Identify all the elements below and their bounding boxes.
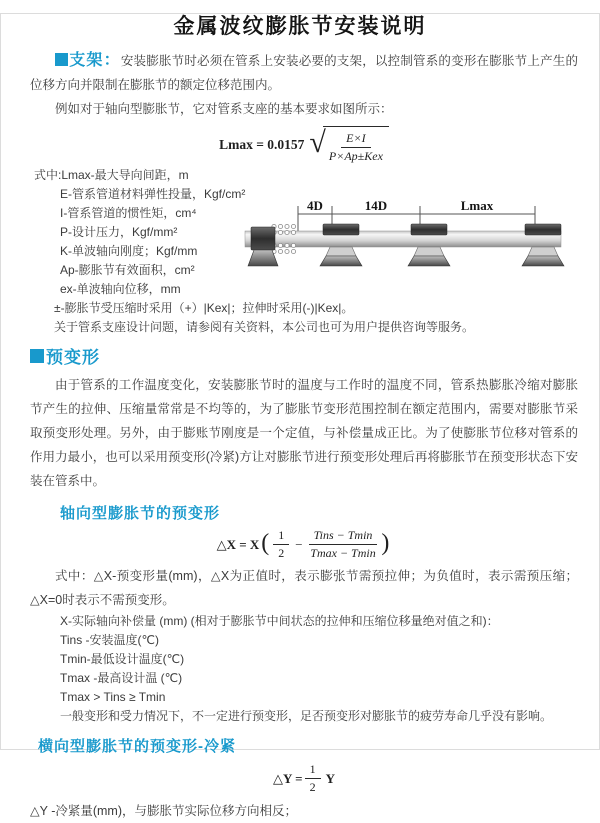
support-section-heading: 支架： [69, 52, 121, 69]
support-intro-paragraph [30, 49, 578, 97]
axial-explain-paragraph: 式中：△X-预变形量(mm)，△X为正值时，表示膨张节需预拉伸；为负值时，表示需预压缩；△X=0时表示不需预变形。 [30, 569, 578, 607]
dim-label-14d: 14D [364, 198, 388, 213]
list-item: 一般变形和受力情况下，不一定进行预变形，足否预变形对膨胀节的疲劳寿命几乎没有影响。 [60, 709, 553, 723]
list-item: Tmax > Tins ≥ Tmin [60, 690, 166, 704]
temperature-fraction [309, 528, 378, 561]
definitions-block [30, 166, 578, 337]
document-page [0, 13, 600, 818]
predeform-paragraph: 由于管系的工作温度变化，安装膨胀节时的温度与工作时的温度不同，管系热膨胀冷缩对膨胀节产生的拉伸、压缩量常常是不均等的，为了膨胀节变形范围控制在额定范围内，需要对膨胀节采取预变形处理。另外，由于膨账节刚度是一个定值，与补偿量成正比。为了使膨胀节位移对管系的作用力最小，也可以采用预变形(冷紧)方让对膨胀节进行预变形处理后再将膨胀节在预变形状态下安装在管系中。 [30, 378, 578, 488]
open-paren: ( [261, 530, 270, 556]
axial-preset-formula [30, 528, 578, 561]
definition-line: P-设计压力，Kgf/mm² [60, 225, 178, 239]
dim-label-lmax: Lmax [460, 198, 494, 213]
section-marker-icon [30, 349, 44, 363]
dim-label-4d: 4D [307, 198, 323, 213]
formula-lhs: Lmax = 0.0157 [219, 137, 305, 152]
list-item: Tmin-最低设计温度(℃) [60, 652, 185, 666]
support-intro-text: 安装膨胀节时必须在管系上安装必要的支架，以控制管系的变形在膨胀节上产生的位移方向并限制在膨胀节的额定位移范围内。 [30, 54, 578, 92]
lateral-note-line: △Y -冷紧量(mm)，与膨胀节实际位移方向相反； [30, 804, 298, 818]
half-fraction [305, 762, 321, 795]
anchor-support [248, 227, 278, 266]
half-denominator: 2 [278, 546, 285, 560]
lateral-formula-lhs: △Y = [273, 770, 303, 786]
definition-line: E-管系管道材料弹性投量，Kgf/cm² [60, 187, 246, 201]
list-item: Tins -安装温度(℃) [60, 633, 160, 647]
close-paren: ) [381, 530, 390, 556]
minus-operator: − [295, 536, 303, 552]
formula-denominator: P×Ap±Kex [328, 149, 383, 163]
definition-line: ±-膨胀节受压缩时采用（+）|Kex|；拉伸时采用(-)|Kex|。 [54, 301, 354, 315]
definition-line: Ap-膨胀节有效面积，cm² [60, 263, 195, 277]
half-denominator: 2 [309, 780, 316, 794]
definition-line: I-管系管道的惯性矩，cm⁴ [60, 206, 197, 220]
formula-fraction [329, 131, 383, 164]
formula-radicand [323, 126, 389, 164]
page-title: 金属波纹膨胀节安装说明 [173, 15, 427, 38]
section-marker-icon [55, 53, 68, 66]
lateral-preset-formula [30, 762, 578, 795]
definition-line: 式中:Lmax-最大导向间距，m [34, 168, 189, 182]
half-numerator: 1 [305, 762, 321, 779]
axial-subheading: 轴向型膨胀节的预变形 [60, 505, 221, 522]
definition-line: ex-单波轴向位移，mm [60, 282, 181, 296]
list-item: Tmax -最高设计温 (℃) [60, 671, 183, 685]
radical-sign-icon: √ [309, 126, 326, 159]
support-example-line: 例如对于轴向型膨胀节，它对管系支座的基本要求如图所示： [55, 102, 393, 116]
half-fraction [273, 528, 289, 561]
guide-spacing-formula [30, 126, 578, 164]
axial-variable-list [60, 612, 578, 726]
definition-line: K-单波轴向刚度；Kgf/mm [60, 244, 198, 258]
lateral-formula-rhs: Y [325, 770, 335, 786]
definition-line: 关于管系支座设计问题，请参阅有关资料，本公司也可为用户提供咨询等服务。 [54, 320, 475, 334]
lateral-subheading: 横向型膨胀节的预变形-冷紧 [38, 738, 236, 755]
axial-formula-lhs: △X = X [216, 536, 260, 552]
predeform-heading-text: 预变形 [46, 348, 100, 367]
list-item: X-实际轴向补偿量 (mm) (相对于膨胀节中间状态的拉伸和压缩位移量绝对值之和)： [60, 614, 499, 628]
temperature-denominator: Tmax − Tmin [310, 546, 376, 560]
predeform-section-heading [30, 343, 578, 368]
temperature-numerator: Tins − Tmin [309, 528, 378, 545]
half-numerator: 1 [273, 528, 289, 545]
document-content [0, 49, 600, 823]
pipe-support-diagram [243, 198, 588, 290]
formula-numerator: E×I [341, 131, 370, 148]
